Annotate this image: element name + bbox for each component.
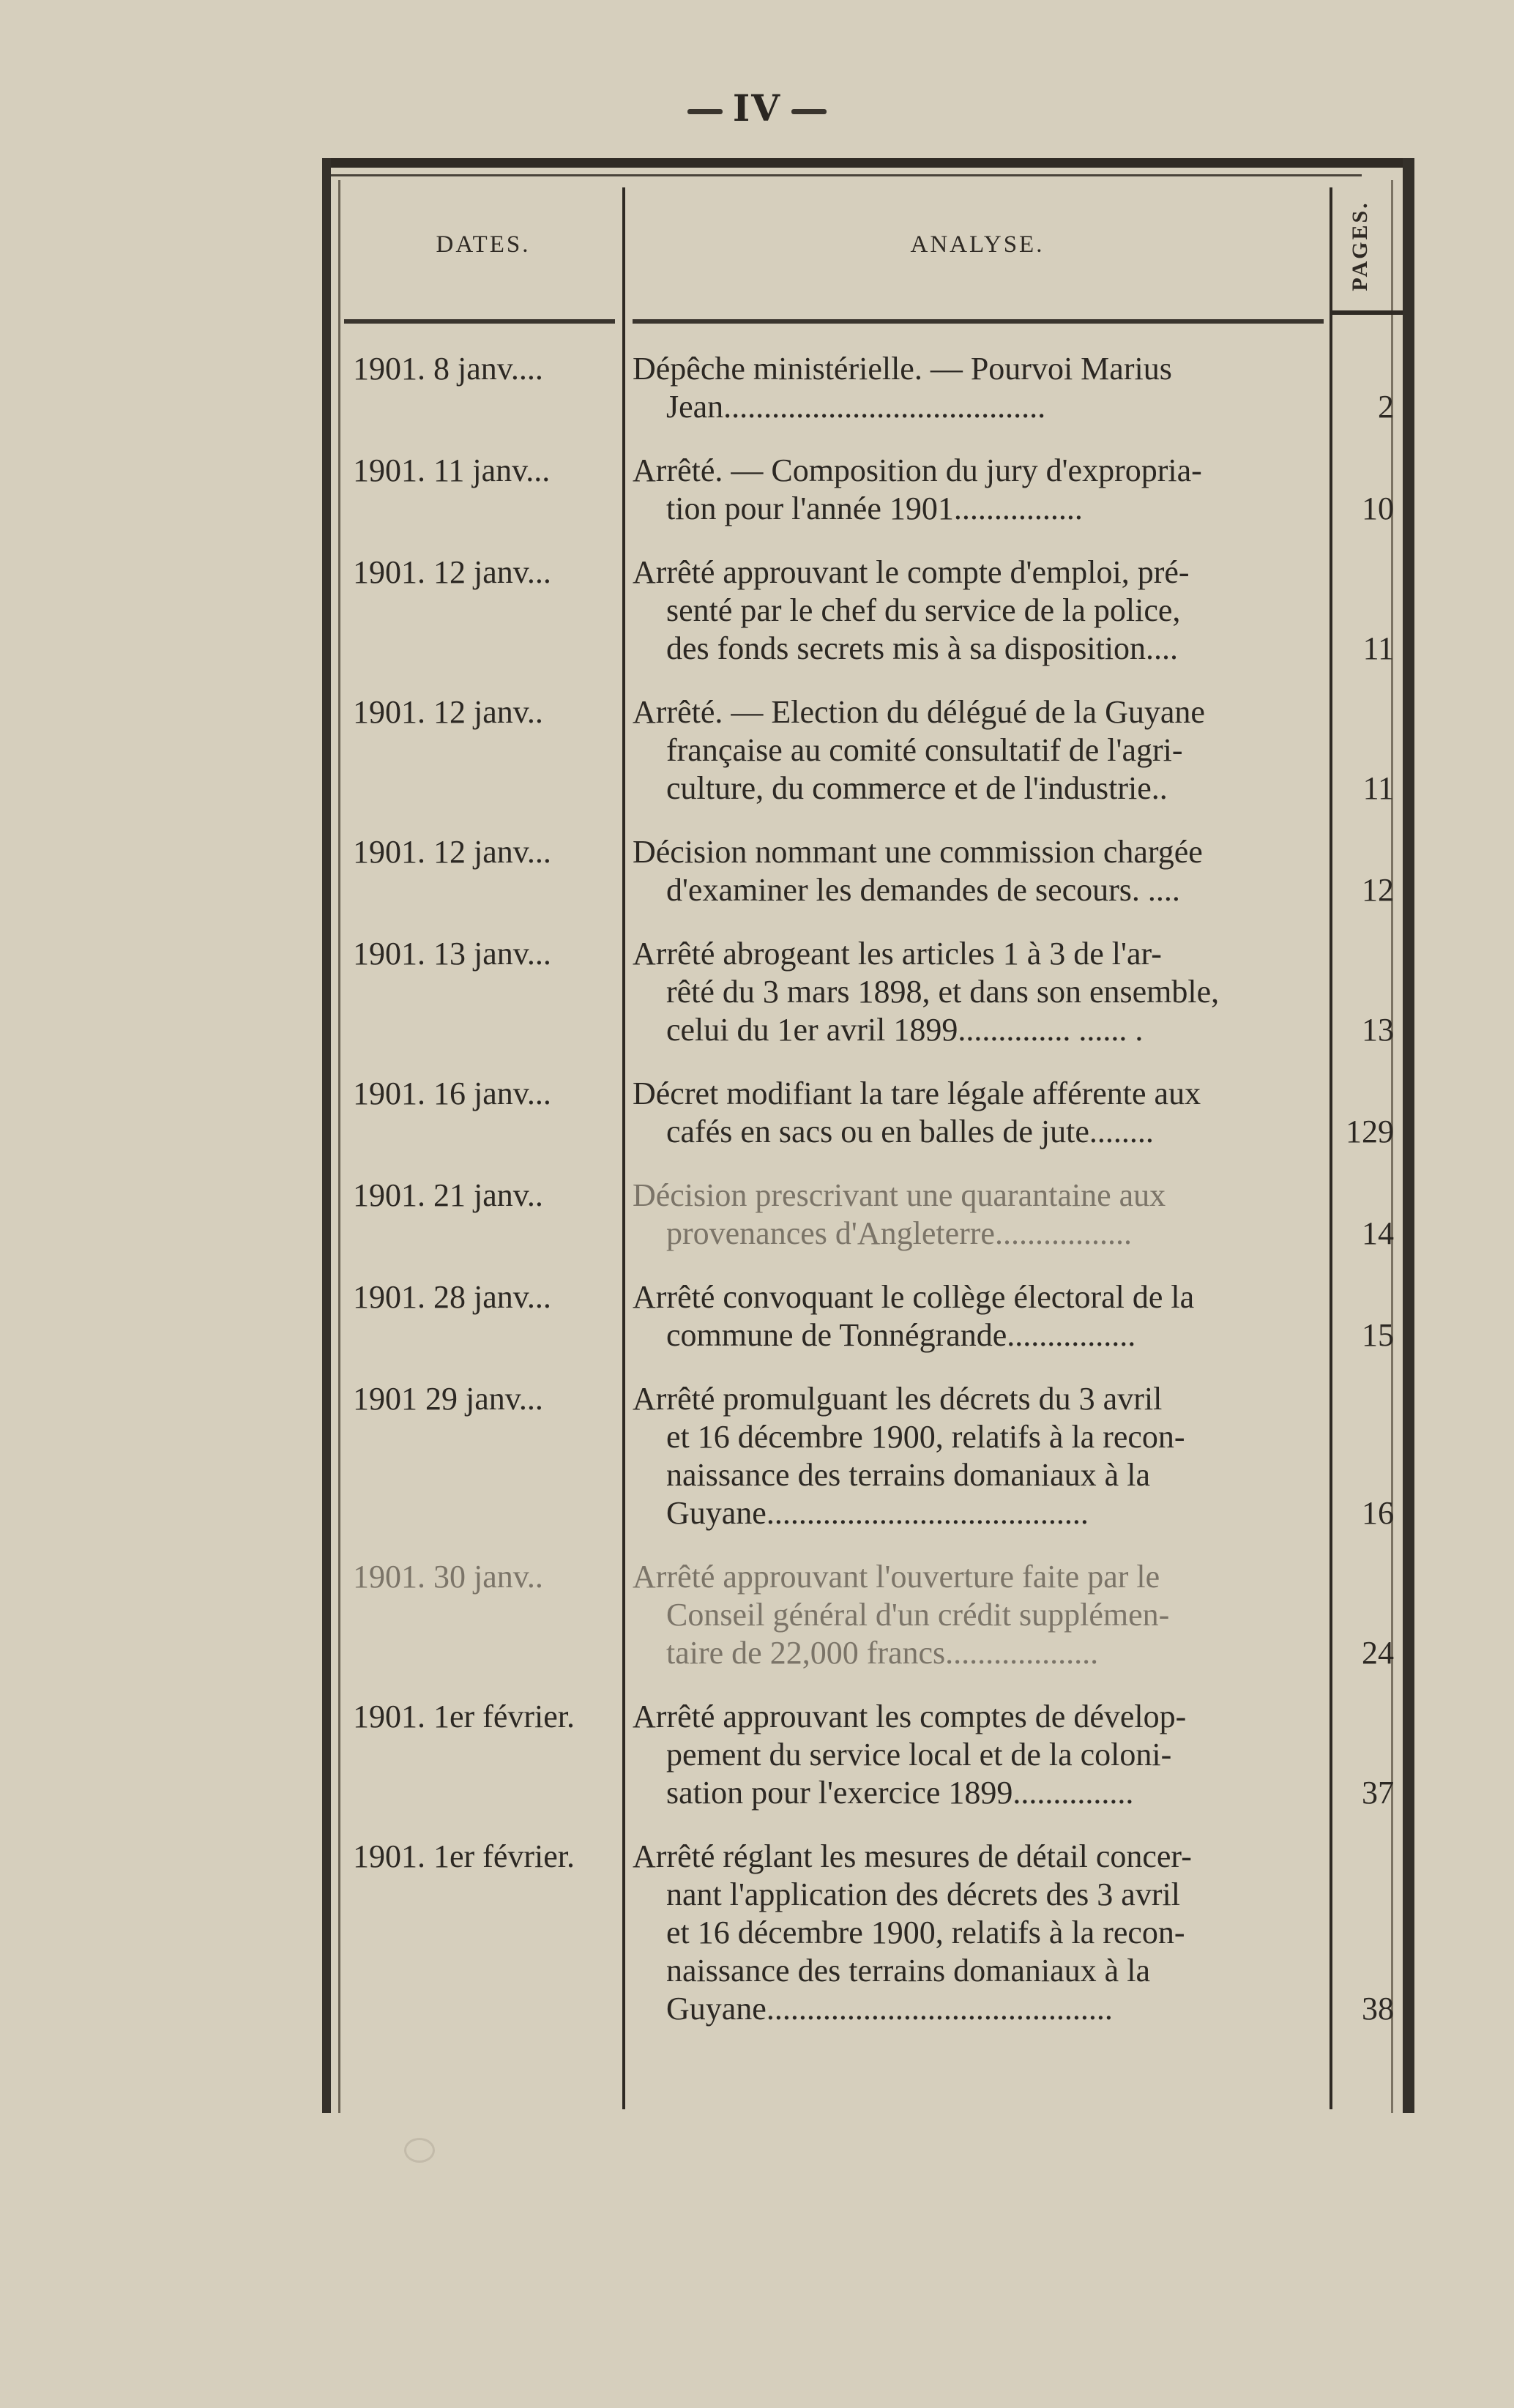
analyse-line: cafés en sacs ou en balles de jute........ [666,1114,1154,1149]
analyse-line: naissance des terrains domaniaux à la [666,1457,1150,1493]
paper-stain [404,2138,435,2163]
row-analyse [633,350,1318,426]
ornament-dash-left [687,109,723,114]
row-date: 1901. 16 janv... [353,1076,551,1111]
analyse-line: rêté du 3 mars 1898, et dans son ensemble, [666,974,1220,1010]
analyse-line: Conseil général d'un crédit supplémen- [666,1597,1170,1633]
analyse-line: culture, du commerce et de l'industrie.. [666,770,1168,806]
row-page-number: 11 [1362,770,1394,806]
row-analyse [633,1278,1318,1354]
analyse-line: sation pour l'exercice 1899............... [666,1775,1134,1811]
analyse-line: senté par le chef du service de la police, [666,592,1181,628]
analyse-line: Arrêté approuvant le compte d'emploi, pré- [633,554,1190,590]
analyse-line: des fonds secrets mis à sa disposition.... [666,630,1179,666]
analyse-line: Arrêté convoquant le collège électoral de la [633,1279,1195,1315]
row-date: 1901. 30 janv.. [353,1559,543,1595]
row-page-number: 13 [1362,1012,1394,1048]
analyse-line: pement du service local et de la coloni- [666,1737,1172,1773]
analyse-line: et 16 décembre 1900, relatifs à la recon- [666,1419,1185,1455]
analyse-header-rule [633,319,1324,324]
analyse-line: taire de 22,000 francs................... [666,1635,1099,1671]
analyse-line: Jean........................................ [666,389,1046,425]
row-date: 1901. 21 janv.. [353,1177,543,1213]
pages-header-rule [1332,310,1403,315]
analyse-line: Décret modifiant la tare légale afférente aux [633,1076,1201,1111]
analyse-line: Arrêté approuvant l'ouverture faite par le [633,1559,1160,1595]
analyse-line: Arrêté réglant les mesures de détail concer- [633,1838,1192,1874]
table-right-rule [1403,158,1414,2113]
row-analyse [633,1075,1318,1151]
row-page-number: 11 [1362,630,1394,666]
row-analyse [633,1380,1318,1532]
analyse-line: commune de Tonnégrande................ [666,1317,1136,1353]
row-page-number: 129 [1346,1114,1394,1149]
page-number-text: IV [732,86,782,130]
analyse-line: naissance des terrains domaniaux à la [666,1953,1150,1988]
analyse-line: Arrêté promulguant les décrets du 3 avril [633,1381,1163,1417]
analyse-line: Guyane........................................ [666,1495,1089,1531]
row-analyse [633,553,1318,668]
row-page-number: 10 [1362,491,1394,526]
analyse-line: et 16 décembre 1900, relatifs à la recon- [666,1915,1185,1950]
row-page-number: 15 [1362,1317,1394,1353]
row-page-number: 14 [1362,1215,1394,1251]
table-left-rule-thin [338,180,340,2113]
row-date: 1901. 28 janv... [353,1279,551,1315]
analyse-line: Guyane........................................... [666,1991,1113,2027]
row-page-number: 38 [1362,1991,1394,2027]
row-analyse [633,833,1318,909]
row-analyse [633,693,1318,808]
analyse-line: provenances d'Angleterre................. [666,1215,1132,1251]
analyse-line: Décision prescrivant une quarantaine aux [633,1177,1166,1213]
row-page-number: 12 [1362,872,1394,908]
dates-header-rule [344,319,615,324]
row-date: 1901. 12 janv.. [353,694,543,730]
row-date: 1901. 8 janv.... [353,351,543,387]
analyse-line: nant l'application des décrets des 3 avril [666,1876,1180,1912]
analyse-line: Dépêche ministérielle. — Pourvoi Marius [633,351,1172,387]
analyse-line: Arrêté. — Election du délégué de la Guyane [633,694,1205,730]
row-page-number: 24 [1362,1635,1394,1671]
row-date: 1901. 1er février. [353,1699,575,1734]
row-analyse [633,1558,1318,1672]
analyse-line: française au comité consultatif de l'agri- [666,732,1183,768]
analyse-line: Arrêté. — Composition du jury d'expropria- [633,452,1202,488]
header-analyse: ANALYSE. [910,231,1045,258]
table-top-rule-thin [322,174,1362,176]
row-date: 1901. 12 janv... [353,834,551,870]
table-left-rule [322,158,331,2113]
analyse-line: d'examiner les demandes de secours. .... [666,872,1180,908]
analyse-line: tion pour l'année 1901................ [666,491,1083,526]
index-table [322,158,1414,2113]
row-analyse [633,935,1318,1049]
row-date: 1901. 13 janv... [353,936,551,972]
row-analyse [633,1177,1318,1253]
row-date: 1901. 1er février. [353,1838,575,1874]
ornament-dash-right [791,109,827,114]
row-date: 1901. 12 janv... [353,554,551,590]
row-analyse [633,1698,1318,1812]
analyse-line: Arrêté abrogeant les articles 1 à 3 de l'ar- [633,936,1162,972]
header-pages-label: PAGES. [1348,201,1372,291]
row-analyse [633,1838,1318,2028]
analyse-line: Arrêté approuvant les comptes de dévelop- [633,1699,1187,1734]
page-number [0,86,1514,130]
header-pages [1331,187,1390,305]
row-date: 1901 29 janv... [353,1381,543,1417]
row-page-number: 37 [1362,1775,1394,1811]
row-analyse [633,452,1318,528]
header-dates: DATES. [436,231,531,258]
row-page-number: 2 [1378,389,1394,425]
table-top-rule [322,158,1414,168]
analyse-line: Décision nommant une commission chargée [633,834,1203,870]
row-page-number: 16 [1362,1495,1394,1531]
analyse-line: celui du 1er avril 1899.............. ...... . [666,1012,1144,1048]
row-date: 1901. 11 janv... [353,452,551,488]
